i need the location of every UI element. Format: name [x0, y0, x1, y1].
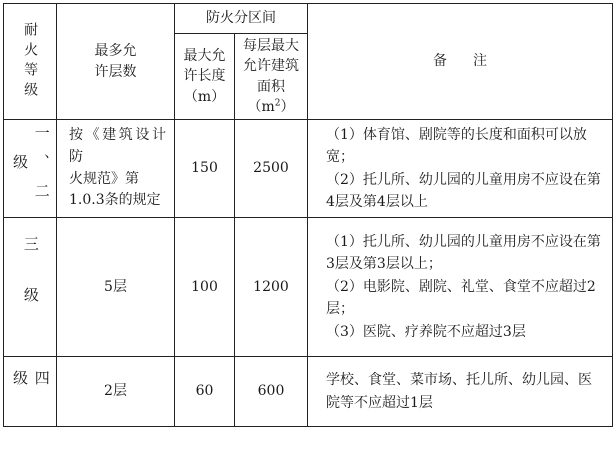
max-area-header-cell	[235, 34, 308, 120]
grade-cell	[4, 120, 57, 218]
note-line: （3）医院、疗养院不应超过3层	[326, 323, 526, 340]
grade-value: 四级	[11, 370, 51, 413]
grade-header: 耐火等级	[22, 21, 39, 102]
max-length-line1: 最大允	[183, 48, 226, 65]
remarks-header-cell	[308, 4, 613, 120]
notes	[308, 124, 612, 214]
table-row	[4, 357, 613, 427]
notes-cell	[308, 218, 613, 357]
length-cell: 60	[175, 357, 235, 427]
table-row	[4, 218, 613, 357]
grade-header-cell	[4, 4, 57, 120]
max-length-header-cell	[175, 34, 235, 120]
notes-cell	[308, 357, 613, 427]
notes	[308, 369, 612, 414]
max-area-line3-suffix: ）	[280, 98, 295, 115]
max-floors-header	[95, 41, 137, 82]
length-cell: 100	[175, 218, 235, 357]
max-area-line3-prefix: 面积（m	[247, 78, 285, 115]
max-area-line2: 允许建筑	[243, 58, 299, 75]
header-row-1	[4, 4, 613, 34]
max-length-line2: 许长度	[183, 68, 226, 85]
note-line: （2）电影院、剧院、礼堂、食堂不应超过2层；	[326, 278, 596, 318]
zone-group-header: 防火分区间	[175, 4, 308, 34]
floors-cell	[57, 120, 175, 218]
remarks-header: 备注	[433, 53, 513, 70]
max-area-header	[235, 36, 307, 117]
area-cell: 2500	[235, 120, 308, 218]
max-floors-header-cell	[57, 4, 175, 120]
floors-cell: 2层	[57, 357, 175, 427]
note-line: （1）体育馆、剧院等的长度和面积可以放宽；	[326, 126, 587, 166]
table-row	[4, 120, 613, 218]
grade-cell	[4, 357, 57, 427]
floors-line: 按《建筑设计防	[69, 127, 166, 165]
length-cell: 150	[175, 120, 235, 218]
area-cell: 1200	[235, 218, 308, 357]
notes-cell	[308, 120, 613, 218]
floors-cell: 5层	[57, 218, 175, 357]
grade-value: 一、二级	[11, 125, 51, 212]
max-area-line1: 每层最大	[243, 37, 299, 54]
max-length-unit: （m）	[183, 88, 226, 105]
fire-resistance-table	[3, 3, 613, 427]
max-area-sup: 2	[274, 98, 281, 109]
floors-line: 火规范》第	[69, 170, 139, 187]
notes	[308, 231, 612, 343]
grade-cell	[4, 218, 57, 357]
max-floors-header-line2: 许层数	[94, 63, 137, 80]
floors-value	[57, 125, 174, 212]
area-cell: 600	[235, 357, 308, 427]
max-area-line3	[247, 79, 294, 115]
max-floors-header-line1: 最多允	[94, 43, 137, 60]
grade-value: 三级	[21, 236, 40, 338]
note-line: 学校、食堂、菜市场、托儿所、幼儿园、医院等不应超过1层	[326, 372, 592, 411]
note-line: （1）托儿所、幼儿园的儿童用房不应设在第3层及第3层以上；	[326, 234, 601, 273]
note-line: （2）托儿所、幼儿园的儿童用房不应设在第4层及第4层以上	[326, 171, 601, 210]
max-length-header	[184, 46, 226, 107]
floors-line: 1.0.3条的规定	[69, 192, 161, 209]
